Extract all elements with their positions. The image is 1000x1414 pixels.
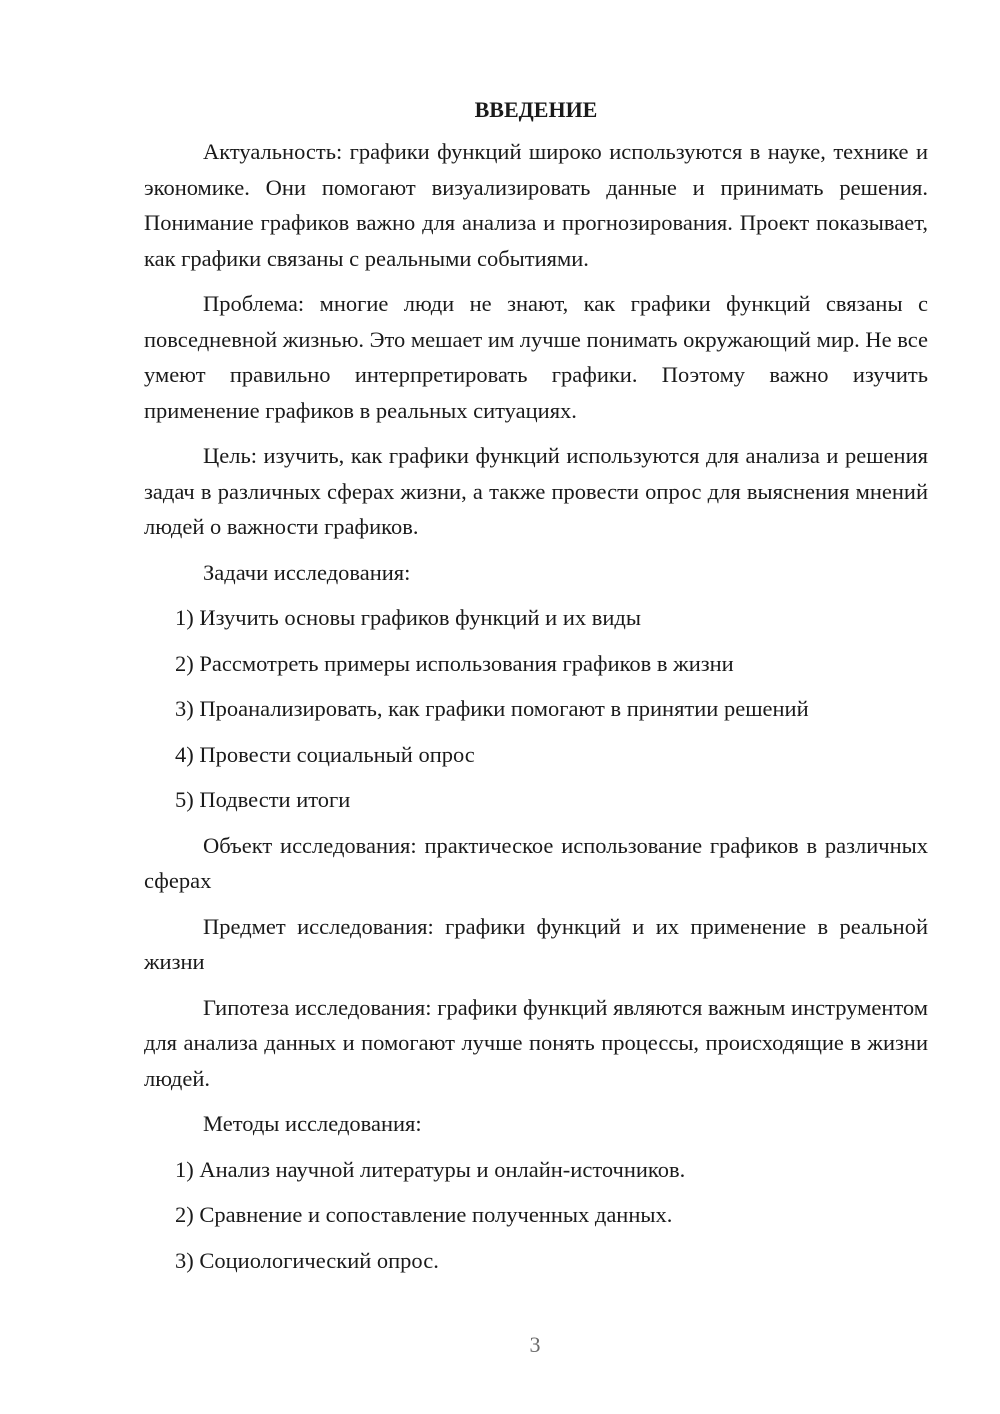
task-item: 3) Проанализировать, как графики помогают в принятии решений [175,696,809,721]
tasks-heading: Задачи исследования: [203,559,411,585]
section-title: ВВЕДЕНИЕ [474,97,598,122]
subject-paragraph: Предмет исследования: графики функций и их применение в реальной жизни [144,913,928,974]
method-item: 3) Социологический опрос. [175,1247,439,1273]
methods-heading: Методы исследования: [203,1111,422,1136]
page-number: 3 [529,1332,541,1357]
goal-paragraph: Цель: изучить, как графики функций используются для анализа и решения задач в различных сферах жизни, а также провести опрос для выяснения мнений людей о важности графиков. [144,443,928,539]
method-item: 1) Анализ научной литературы и онлайн-источников. [175,1156,686,1182]
method-item: 2) Сравнение и сопоставление полученных данных. [175,1202,673,1227]
problem-paragraph: Проблема: многие люди не знают, как графики функций связаны с повседневной жизнью. Это мешает им лучше понимать окружающий мир. Не все умеют правильно интерпретировать графики. Поэтому важно изучить применение графиков в реальных ситуациях. [144,291,928,423]
hypothesis-paragraph: Гипотеза исследования: графики функций являются важным инструментом для анализа данных и помогают лучше понять процессы, происходящие в жизни людей. [144,994,928,1091]
object-paragraph: Объект исследования: практическое использование графиков в различных сферах [144,832,928,893]
document-page [144,92,928,1288]
task-item: 5) Подвести итоги [175,787,351,812]
relevance-paragraph: Актуальность: графики функций широко используются в науке, технике и экономике. Они помогают визуализировать данные и принимать решения. Понимание графиков важно для анализа и прогнозирования. Проект показывает, как графики связаны с реальными событиями. [144,139,928,271]
task-item: 1) Изучить основы графиков функций и их виды [175,605,641,630]
task-item: 2) Рассмотреть примеры использования графиков в жизни [175,650,734,676]
task-item: 4) Провести социальный опрос [175,741,475,767]
